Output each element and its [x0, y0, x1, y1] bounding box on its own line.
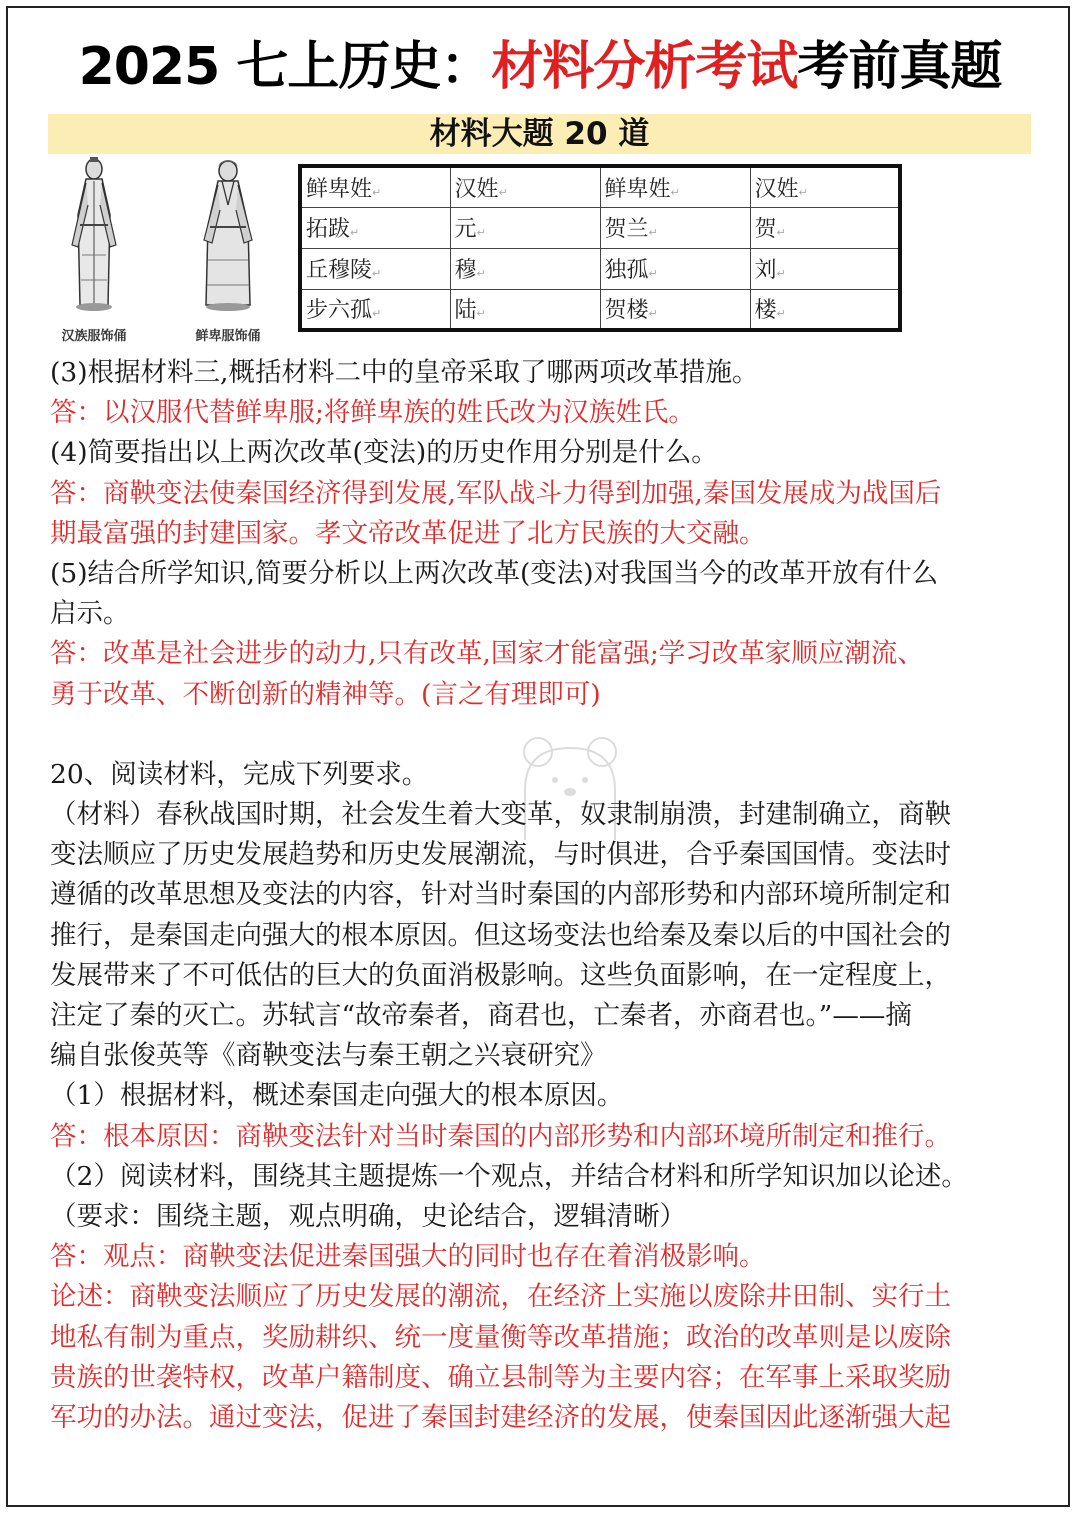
cell-text: 贺楼 [604, 298, 649, 324]
cell-text: 汉姓 [454, 176, 499, 202]
title-suffix: 考前真题 [797, 37, 1002, 97]
cell-text: 鲜卑姓 [604, 176, 671, 202]
answer-line: 答：改革是社会进步的动力,只有改革,国家才能富强;学习改革家顺应潮流、 [50, 638, 924, 670]
page-title [0, 32, 1080, 102]
title-highlight: 材料分析考试 [491, 37, 798, 97]
paragraph-mark: ↵ [372, 307, 382, 321]
paragraph-mark: ↵ [670, 185, 680, 199]
table-cell [750, 289, 900, 330]
paragraph-mark: ↵ [648, 267, 658, 280]
cell-text: 鲜卑姓 [306, 176, 373, 202]
table-cell [300, 166, 450, 207]
paragraph-mark: ↵ [648, 226, 658, 239]
question-line: (4)简要指出以上两次改革(变法)的历史作用分别是什么。 [50, 437, 718, 469]
cell-text: 元 [454, 217, 477, 242]
question-line: （要求：围绕主题，观点明确，史论结合，逻辑清晰） [50, 1201, 686, 1233]
paragraph-mark: ↵ [776, 307, 786, 321]
question-line: 注定了秦的灭亡。苏轼言“故帝秦者，商君也，亡秦者，亦商君也。”——摘 [50, 1000, 912, 1032]
paragraph-mark: ↵ [476, 226, 486, 239]
cell-text: 丘穆陵 [306, 258, 373, 283]
table-cell [600, 248, 750, 289]
answer-line: 勇于改革、不断创新的精神等。(言之有理即可) [50, 678, 601, 710]
paragraph-mark: ↵ [498, 185, 508, 199]
question-line: 遵循的改革思想及变法的内容，针对当时秦国的内部形势和内部环境所制定和 [50, 879, 951, 911]
section-subtitle: 材料大题 20 道 [48, 114, 1031, 154]
paragraph-mark: ↵ [372, 185, 382, 199]
question-line: (3)根据材料三,概括材料二中的皇帝采取了哪两项改革措施。 [50, 357, 759, 388]
cell-text: 贺 [754, 217, 777, 242]
paragraph-mark: ↵ [476, 267, 486, 280]
han-costume-figure [44, 155, 144, 345]
answer-line: 地私有制为重点，奖励耕织、统一度量衡等改革措施；政治的改革则是以废除 [50, 1321, 951, 1353]
table-row [300, 166, 900, 207]
table-cell [600, 207, 750, 248]
paragraph-mark: ↵ [648, 307, 658, 321]
cell-text: 独孤 [604, 258, 649, 283]
answer-line: 论述：商鞅变法顺应了历史发展的潮流，在经济上实施以废除井田制、实行土 [50, 1281, 951, 1313]
answer-line: 答：商鞅变法使秦国经济得到发展,军队战斗力得到加强,秦国发展成为战国后 [50, 477, 942, 509]
bear-watermark-icon [510, 730, 630, 840]
cell-text: 陆 [454, 298, 477, 324]
surname-table [298, 164, 902, 332]
table-cell [600, 289, 750, 330]
xianbei-figure-caption: 鲜卑服饰俑 [195, 329, 261, 344]
table-cell [750, 207, 900, 248]
answer-line: 答：根本原因：商鞅变法针对当时秦国的内部形势和内部环境所制定和推行。 [50, 1120, 951, 1152]
han-figure-caption: 汉族服饰俑 [61, 329, 127, 344]
table-row [300, 289, 900, 330]
cell-text: 刘 [754, 258, 777, 283]
question-line: （材料）春秋战国时期，社会发生着大变革，奴隶制崩溃，封建制确立，商鞅 [50, 799, 951, 831]
table-cell [450, 248, 600, 289]
answer-line: 军功的办法。通过变法，促进了秦国封建经济的发展，使秦国因此逐渐强大起 [50, 1402, 951, 1434]
answer-line: 答：以汉服代替鲜卑服;将鲜卑族的姓氏改为汉族姓氏。 [50, 397, 695, 429]
question-line: 20、阅读材料，完成下列要求。 [50, 758, 429, 790]
table-cell [300, 248, 450, 289]
cell-text: 楼 [754, 298, 777, 324]
paragraph-mark: ↵ [372, 267, 382, 280]
answer-line: 答：观点：商鞅变法促进秦国强大的同时也存在着消极影响。 [50, 1241, 766, 1273]
xianbei-figure-illustration [178, 155, 278, 315]
question-line: （1）根据材料，概述秦国走向强大的根本原因。 [50, 1080, 624, 1112]
table-cell [600, 166, 750, 207]
table-row [300, 248, 900, 289]
title-prefix: 2025 七上历史： [78, 37, 492, 97]
question-line: 发展带来了不可低估的巨大的负面消极影响。这些负面影响，在一定程度上， [50, 959, 951, 991]
paragraph-mark: ↵ [776, 226, 786, 239]
question-line: 推行，是秦国走向强大的根本原因。但这场变法也给秦及秦以后的中国社会的 [50, 919, 951, 951]
question-line: 启示。 [50, 598, 130, 630]
answer-line: 贵族的世袭特权，改革户籍制度、确立县制等为主要内容；在军事上采取奖励 [50, 1361, 951, 1393]
table-cell [450, 207, 600, 248]
question-line: 编自张俊英等《商鞅变法与秦王朝之兴衰研究》 [50, 1040, 607, 1072]
question-line: 变法顺应了历史发展趋势和历史发展潮流，与时俱进，合乎秦国国情。变法时 [50, 839, 951, 871]
paragraph-mark: ↵ [798, 185, 808, 199]
document-body [50, 353, 1040, 1438]
paragraph-mark: ↵ [776, 267, 786, 280]
cell-text: 穆 [454, 258, 477, 283]
cell-text: 汉姓 [754, 176, 799, 202]
table-cell [300, 289, 450, 330]
cell-text: 拓跋 [306, 217, 351, 242]
cell-text: 贺兰 [604, 217, 649, 242]
cell-text: 步六孤 [306, 298, 373, 324]
table-cell [300, 207, 450, 248]
table-cell [450, 166, 600, 207]
han-figure-illustration [44, 155, 144, 315]
table-row [300, 207, 900, 248]
table-cell [750, 248, 900, 289]
table-cell [450, 289, 600, 330]
question-line: （2）阅读材料，围绕其主题提炼一个观点，并结合材料和所学知识加以论述。 [50, 1160, 968, 1192]
paragraph-mark: ↵ [350, 226, 360, 239]
paragraph-mark: ↵ [476, 307, 486, 321]
answer-line: 期最富强的封建国家。孝文帝改革促进了北方民族的大交融。 [50, 517, 766, 549]
question-line: (5)结合所学知识,简要分析以上两次改革(变法)对我国当今的改革开放有什么 [50, 558, 939, 590]
xianbei-costume-figure [178, 155, 278, 345]
table-cell [750, 166, 900, 207]
